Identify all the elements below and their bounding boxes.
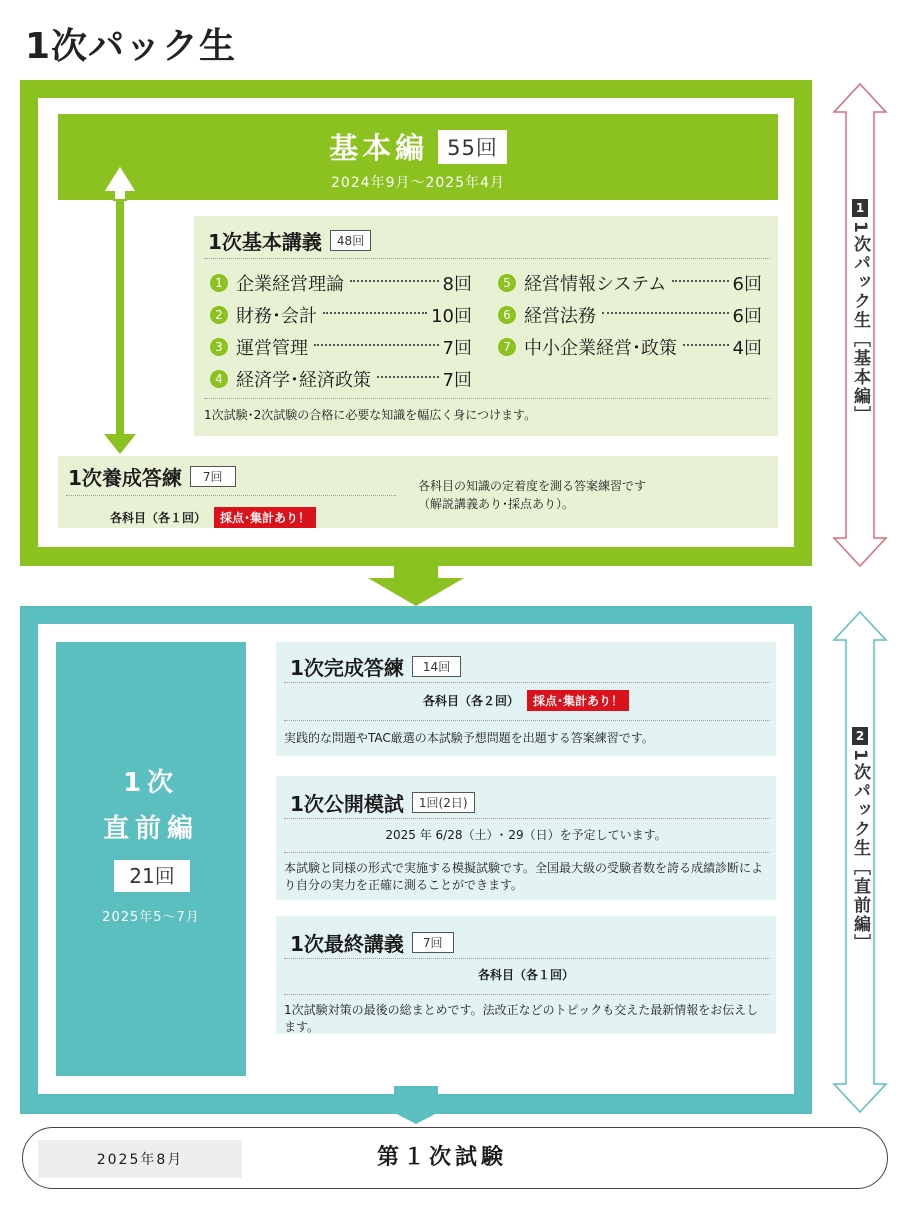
subject-count: 7回: [442, 370, 472, 391]
basic-vertical-arrow-shaft: [116, 194, 124, 436]
subject-item: [210, 366, 472, 392]
basic-banner-heading: [58, 126, 778, 167]
dot-leader: [350, 280, 439, 282]
subject-name: 経済学･経済政策: [236, 370, 371, 391]
subject-count: 10回: [431, 306, 472, 327]
final-section-desc: 1次試験対策の最後の総まとめです。法改正などのトピックも交えた最新情報をお伝えします。: [284, 1003, 759, 1034]
final-section-desc: 実践的な問題やTAC厳選の本試験予想問題を出題する答案練習です。: [284, 731, 654, 745]
subject-name: 運営管理: [236, 338, 308, 359]
divider: [284, 958, 770, 959]
scoring-badge: 採点･集計あり！: [527, 690, 629, 711]
final-section-center: 各科目（各２回）: [422, 694, 519, 708]
subject-count: 8回: [442, 274, 472, 295]
page-title: 1次パック生: [25, 26, 237, 67]
divider: [284, 852, 770, 853]
basic-banner: [58, 114, 778, 200]
number-badge: 4: [210, 370, 228, 388]
subject-name: 経営法務: [524, 306, 596, 327]
basic-training-count: 7回: [190, 466, 236, 487]
divider: [204, 398, 770, 399]
number-badge: 1: [210, 274, 228, 292]
basic-lecture-note: 1次試験･2次試験の合格に必要な知識を幅広く身につけます。: [204, 408, 537, 422]
number-badge: 7: [498, 338, 516, 356]
exam-date: 2025年8月: [38, 1140, 242, 1178]
basic-training-desc-line2: （解説講義あり･採点あり）。: [418, 497, 575, 511]
side-label-text: 1次パック生［基本編］: [850, 221, 870, 425]
final-section-heading: [290, 652, 461, 681]
basic-training-desc: [418, 477, 646, 513]
divider: [284, 682, 770, 683]
basic-title: 基本編: [329, 131, 429, 165]
basic-lecture-title: 1次基本講義: [208, 230, 322, 254]
final-section-count: 1回(2日): [412, 792, 475, 813]
basic-lecture-heading: [208, 226, 371, 255]
final-count-badge: 21回: [114, 860, 190, 892]
final-section-center: 各科目（各１回）: [477, 968, 574, 982]
subject-item: [498, 270, 762, 296]
dot-leader: [377, 376, 439, 378]
subject-item: [210, 270, 472, 296]
up-arrow-icon: [100, 162, 140, 202]
side-number-badge: 2: [852, 727, 868, 745]
basic-training-title: 1次養成答練: [68, 466, 182, 490]
subject-name: 経営情報システム: [524, 274, 667, 295]
down-arrow-icon: [366, 562, 466, 608]
final-period: 2025年5～7月: [102, 910, 200, 925]
side-label-text: 1次パック生［直前編］: [850, 749, 870, 953]
number-badge: 2: [210, 306, 228, 324]
subject-item: [498, 302, 762, 328]
subject-name: 中小企業経営･政策: [524, 338, 677, 359]
side-number-badge: 1: [852, 199, 868, 217]
dot-leader: [602, 312, 729, 314]
basic-training-sub-text: 各科目（各１回）: [110, 511, 207, 525]
divider: [66, 495, 396, 496]
final-section-desc: 本試験と同様の形式で実施する模擬試験です。全国最大級の受験者数を誇る成績診断により自分の実力を正確に測ることができます。: [284, 861, 764, 892]
final-section-title: 1次完成答練: [290, 656, 404, 680]
subject-item: [210, 334, 472, 360]
final-section-count: 7回: [412, 932, 454, 953]
dot-leader: [314, 344, 439, 346]
basic-period: 2024年9月～2025年4月: [330, 175, 506, 191]
subject-count: 7回: [442, 338, 472, 359]
down-arrow-icon: [100, 430, 140, 458]
subject-name: 企業経営理論: [236, 274, 344, 295]
final-section-subline: [276, 690, 776, 711]
divider: [284, 994, 770, 995]
final-summary-block: [56, 642, 246, 1076]
basic-count-badge: 55回: [438, 130, 507, 164]
dot-leader: [672, 280, 728, 282]
subject-item: [210, 302, 472, 328]
final-section-title: 1次公開模試: [290, 792, 404, 816]
final-section-subline: [276, 826, 776, 843]
final-section-count: 14回: [412, 656, 461, 677]
divider: [284, 818, 770, 819]
final-title-line2: 直前編: [102, 814, 199, 844]
subject-item: [498, 334, 762, 360]
number-badge: 5: [498, 274, 516, 292]
scoring-badge: 採点･集計あり！: [214, 507, 316, 528]
basic-training-sub: [110, 507, 316, 528]
subject-count: 6回: [732, 274, 762, 295]
number-badge: 3: [210, 338, 228, 356]
divider: [284, 720, 770, 721]
final-section-title: 1次最終講義: [290, 932, 404, 956]
final-section-subline: [276, 966, 776, 983]
number-badge: 6: [498, 306, 516, 324]
basic-training-desc-line1: 各科目の知識の定着度を測る答案練習です: [418, 479, 647, 493]
divider: [204, 258, 770, 259]
basic-lecture-count: 48回: [330, 230, 371, 251]
final-section-heading: [290, 788, 475, 817]
down-arrow-icon: [366, 1086, 466, 1126]
final-section-center: 2025 年 6/28（土）･ 29（日）を予定しています。: [385, 828, 667, 842]
subject-count: 4回: [732, 338, 762, 359]
subject-name: 財務･会計: [236, 306, 317, 327]
subject-count: 6回: [732, 306, 762, 327]
basic-training-heading: [68, 462, 236, 491]
final-section-heading: [290, 928, 454, 957]
side-label-final: [840, 724, 880, 953]
dot-leader: [323, 312, 427, 314]
side-label-basic: [840, 196, 880, 425]
dot-leader: [683, 344, 729, 346]
exam-name: 第１次試験: [376, 1145, 507, 1170]
final-title-line1: 1次: [122, 768, 180, 798]
